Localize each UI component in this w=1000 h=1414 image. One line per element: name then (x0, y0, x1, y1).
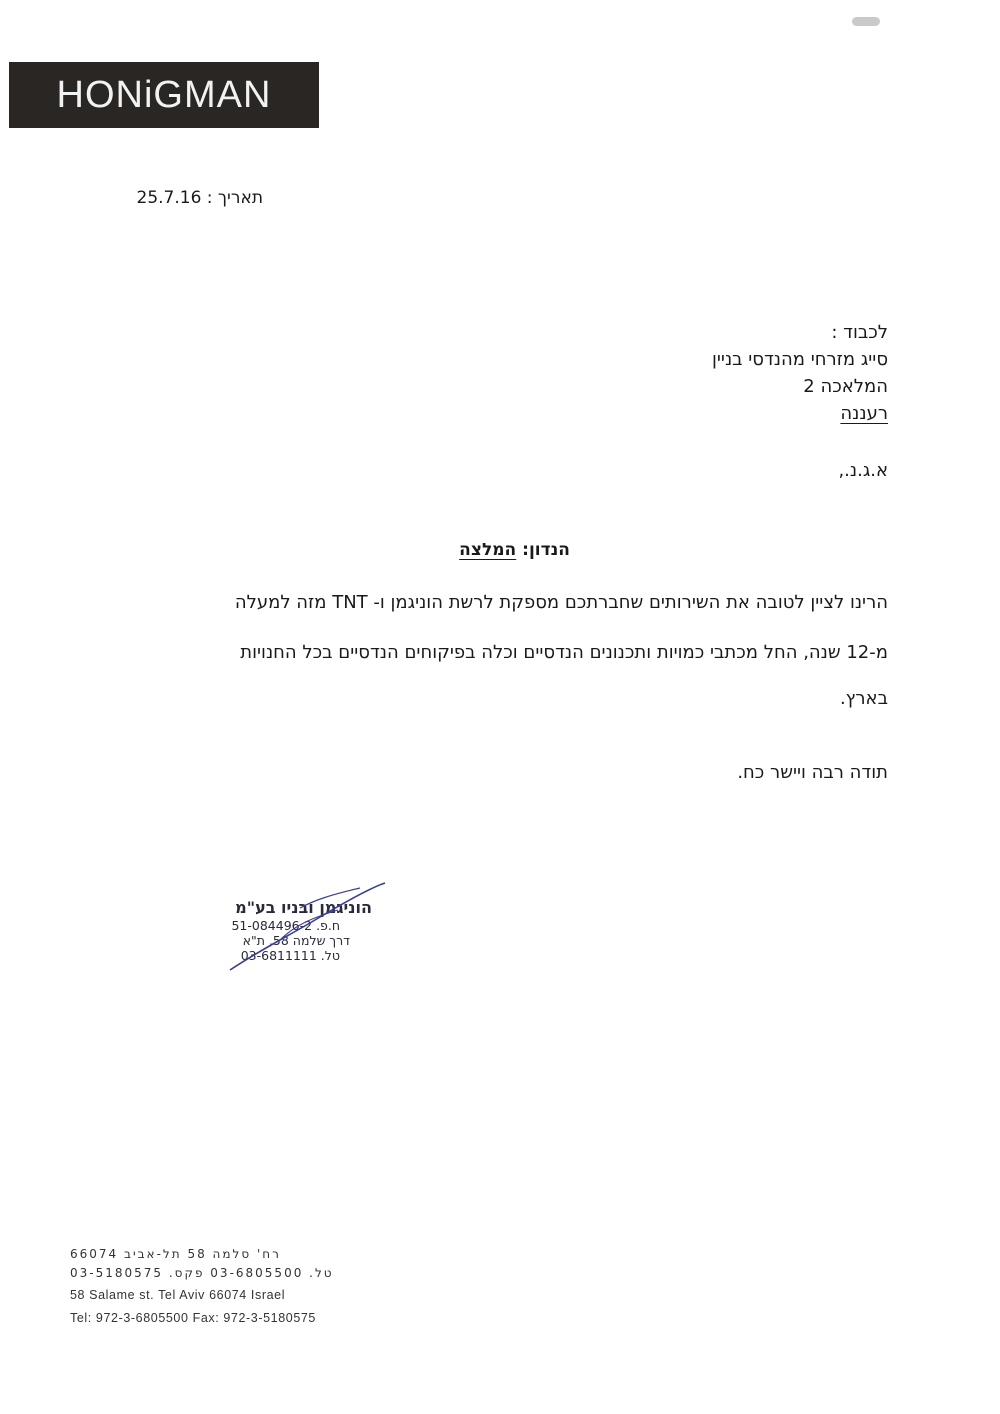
subject-line (459, 540, 570, 560)
stamp-company: הוניגמן ובניו בע"מ (235, 898, 372, 917)
footer-heb-phone (70, 1266, 334, 1280)
handwritten-signature (220, 880, 390, 975)
recipient-name: סייג מזרחי מהנדסי בניין (711, 349, 888, 370)
body-line-3: בארץ. (839, 688, 888, 709)
stamp-phone: טל. 03-6811111 (240, 948, 340, 963)
company-stamp (180, 880, 380, 975)
body-line-1: הרינו לציין לטובה את השירותים שחברתכם מספקת לרשת הוניגמן ו- TNT מזה למעלה (234, 592, 888, 613)
footer-en-phone: Tel: 972-3-6805500 Fax: 972-3-5180575 (70, 1311, 316, 1325)
subject-title: המלצה (459, 540, 517, 560)
recipient-city: רעננה (840, 403, 888, 424)
subject-label: הנדון: (522, 540, 570, 560)
recipient-salutation: לכבוד : (831, 322, 888, 343)
footer-heb-phone-text: טל. 03-6805500 פקס. 03-5180575 (70, 1266, 334, 1280)
stamp-reg: ח.פ. 51-084496-2 (231, 918, 340, 933)
stamp-address: דרך שלמה 58, ת"א (242, 933, 350, 948)
scan-speck (852, 17, 880, 26)
greeting: א.ג.נ., (838, 460, 888, 481)
body-line-2: מ-12 שנה, החל מכתבי כמויות ותכנונים הנדסיים וכלה בפיקוחים הנדסיים בכל החנויות (240, 642, 888, 663)
logo-text: HONiGMAN (56, 73, 272, 116)
footer-en-address: 58 Salame st. Tel Aviv 66074 Israel (70, 1288, 286, 1302)
recipient-street: המלאכה 2 (803, 376, 888, 397)
footer-heb-address-text: רח' סלמה 58 תל-אביב 66074 (70, 1247, 281, 1261)
footer-heb-address (70, 1247, 281, 1261)
closing-line: תודה רבה ויישר כח. (737, 762, 888, 783)
company-logo (9, 62, 319, 128)
letter-date: תאריך : 25.7.16 (136, 188, 263, 208)
